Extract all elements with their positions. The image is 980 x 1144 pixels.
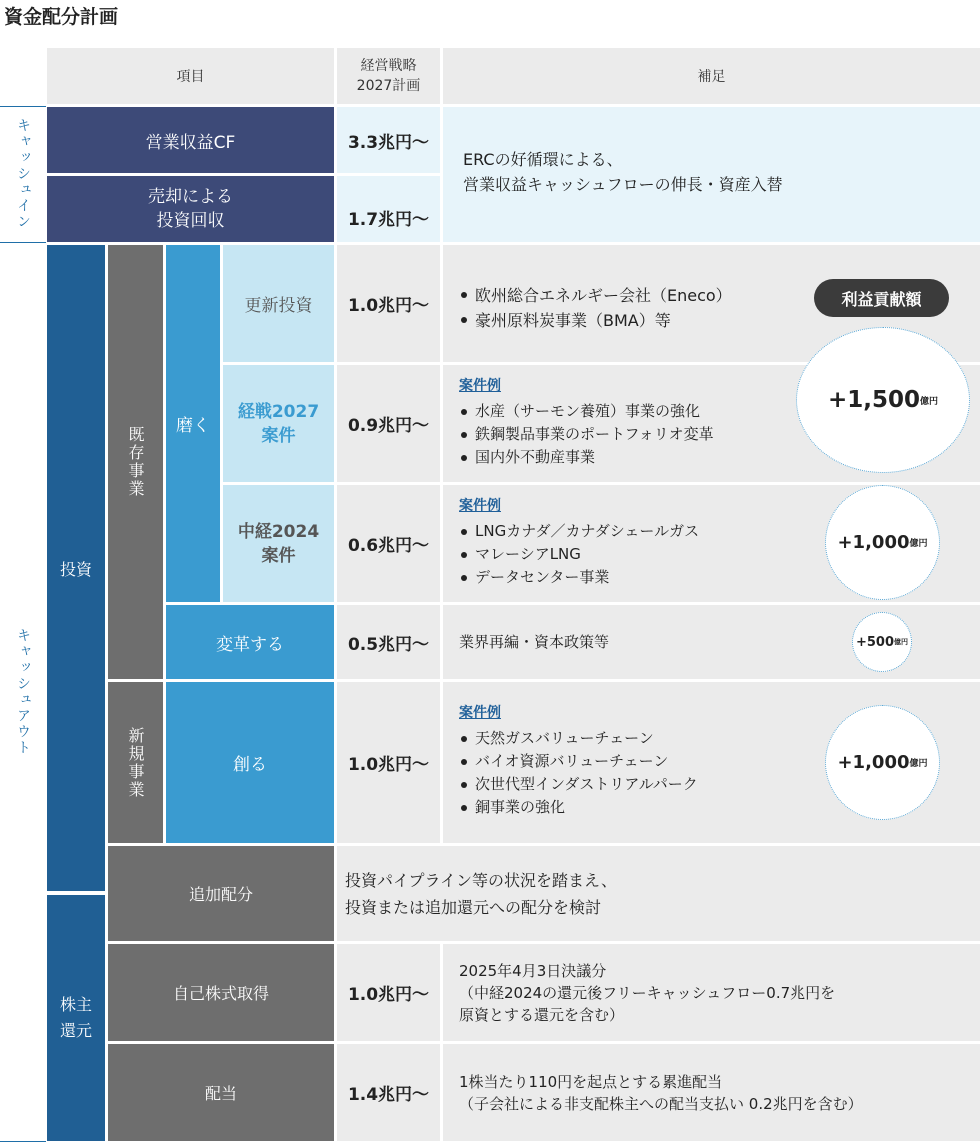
chukei2024-amount: 0.6兆円〜 <box>337 485 440 602</box>
list-item: 国内外不動産事業 <box>459 446 980 469</box>
buyback-note: 2025年4月3日決議分 （中経2024の還元後フリーキャッシュフロー0.7兆円を 原資とする還元を含む） <box>443 944 980 1041</box>
example-label: 案件例 <box>459 498 501 514</box>
cash-out-bottom-line <box>0 1141 46 1142</box>
list-item: 水産（サーモン養殖）事業の強化 <box>459 400 980 423</box>
list-item: マレーシアLNG <box>459 543 980 566</box>
list-item: 欧州総合エネルギー会社（Eneco） <box>459 283 980 308</box>
profit-circle-polish <box>796 327 970 473</box>
page-title: 資金配分計画 <box>4 6 119 28</box>
new-business-label: 新規事業 <box>126 726 145 799</box>
divestment-label: 売却による 投資回収 <box>47 176 334 242</box>
profit-contribution-badge: 利益貢献額 <box>814 279 949 317</box>
cash-in-note: ERCの好循環による、 営業収益キャッシュフローの伸長・資産入替 <box>443 107 980 242</box>
list-item: バイオ資源バリューチェーン <box>459 750 980 773</box>
profit-circle-create <box>825 705 940 820</box>
operating-cf-amount: 3.3兆円〜 <box>337 107 440 173</box>
investment-label: 投資 <box>47 245 105 891</box>
profit-unit: 億円 <box>894 638 909 646</box>
profit-unit: 億円 <box>909 759 928 769</box>
list-item: 豪州原料炭事業（BMA）等 <box>459 308 980 333</box>
profit-chukei-value: +1,000 <box>837 532 910 553</box>
list-item: 銅事業の強化 <box>459 796 980 819</box>
existing-business-label: 既存事業 <box>126 426 145 498</box>
buyback-amount: 1.0兆円〜 <box>337 944 440 1041</box>
divestment-amount: 1.7兆円〜 <box>337 176 440 242</box>
profit-circle-transform <box>852 612 912 672</box>
profit-polish-value: +1,500 <box>827 387 920 413</box>
cash-out-label: キャッシュアウト <box>15 628 31 756</box>
transform-label: 変革する <box>166 605 334 679</box>
header-plan: 経営戦略 2027計画 <box>337 48 440 104</box>
senryaku2027-label: 経戦2027 案件 <box>223 365 334 482</box>
buyback-label: 自己株式取得 <box>108 944 334 1041</box>
list-item: LNGカナダ／カナダシェールガス <box>459 520 980 543</box>
renewal-amount: 1.0兆円〜 <box>337 245 440 362</box>
profit-transform-value: +500 <box>855 634 895 650</box>
dividend-note: 1株当たり110円を起点とする累進配当 （子会社による非支配株主への配当支払い 0.2兆円を含む） <box>443 1044 980 1141</box>
senryaku2027-amount: 0.9兆円〜 <box>337 365 440 482</box>
example-label: 案件例 <box>459 378 501 394</box>
profit-circle-chukei <box>825 485 940 600</box>
profit-unit: 億円 <box>909 539 928 549</box>
header-item: 項目 <box>47 48 334 104</box>
transform-note: 業界再編・資本政策等 <box>443 605 980 679</box>
list-item: 鉄鋼製品事業のポートフォリオ変革 <box>459 423 980 446</box>
dividend-amount: 1.4兆円〜 <box>337 1044 440 1141</box>
profit-unit: 億円 <box>920 396 939 407</box>
list-item: 天然ガスバリューチェーン <box>459 727 980 750</box>
transform-amount: 0.5兆円〜 <box>337 605 440 679</box>
list-item: データセンター事業 <box>459 566 980 589</box>
shareholder-return-label: 株主 還元 <box>47 895 105 1141</box>
cash-in-label: キャッシュイン <box>15 118 31 230</box>
chukei2024-label: 中経2024 案件 <box>223 485 334 602</box>
create-amount: 1.0兆円〜 <box>337 682 440 843</box>
additional-note: 投資パイプライン等の状況を踏まえ、 投資または追加還元への配分を検討 <box>337 846 980 941</box>
dividend-label: 配当 <box>108 1044 334 1141</box>
profit-create-value: +1,000 <box>837 752 910 773</box>
polish-label: 磨く <box>166 245 220 602</box>
create-label: 創る <box>166 682 334 843</box>
header-notes: 補足 <box>443 48 980 104</box>
operating-cf-label: 営業収益CF <box>47 107 334 173</box>
example-label: 案件例 <box>459 705 501 721</box>
renewal-label: 更新投資 <box>223 245 334 362</box>
additional-label: 追加配分 <box>108 846 334 941</box>
list-item: 次世代型インダストリアルパーク <box>459 773 980 796</box>
